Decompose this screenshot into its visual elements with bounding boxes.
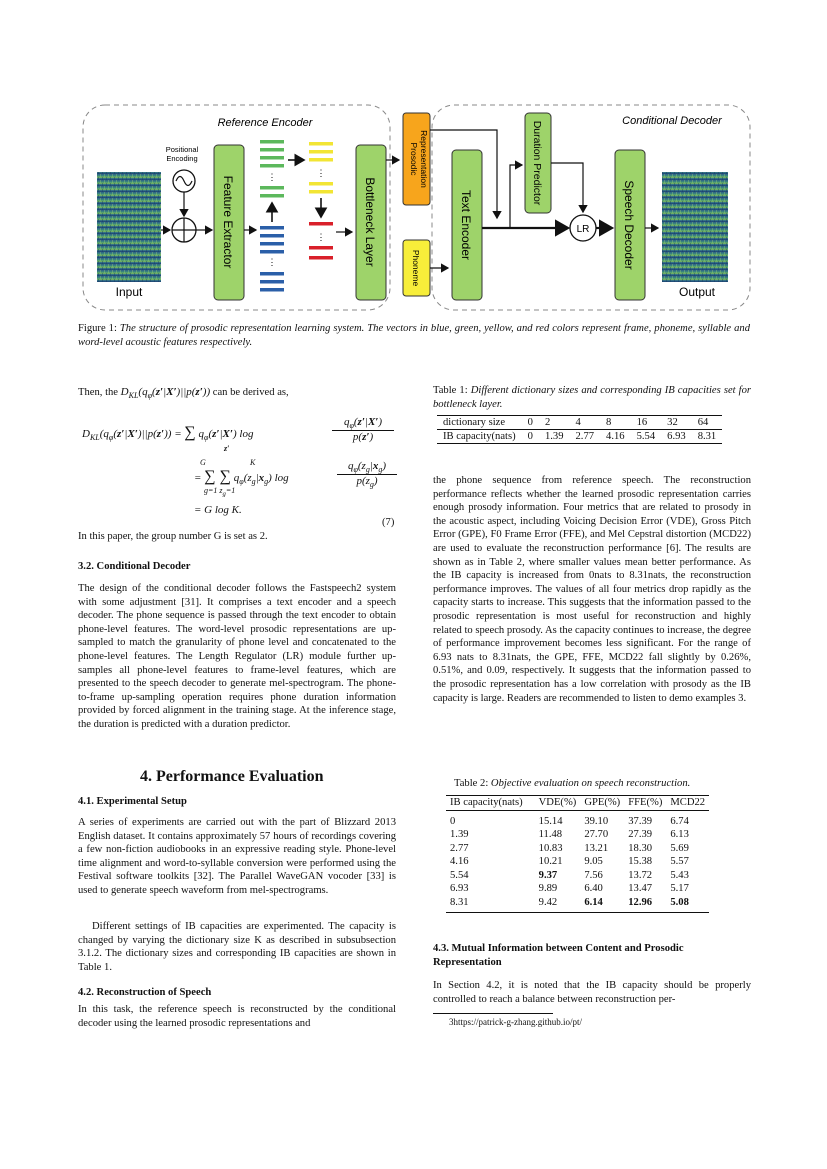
sec32-text: The design of the conditional decoder follows the Fastspeech2 system with some adjustment [31]. It comprises a text encoder and a speech decoder. The phone sequence is passed through the text encoder to obtain phone-level features. The word-level prosodic representations are up-sampled to match the granularity of phone level and concatenated to the phone-level features. The Length Regulator (LR) module further up-samples all phone-level features to frame-level features, which are presented to the speech decoder to generate mel-spectrogram. The phone-to-frame up-sampling operation requires phone duration information provided by forced alignment in the training stage. At the inference stage, the duration is predicted with a duration predictor. [78,583,396,730]
table2-cell: 15.14 [538,815,563,827]
table2-header-cell: MCD22 [670,797,706,808]
table2-row [446,828,709,842]
table2-cell: 0 [450,815,456,827]
table2-cell: 4.16 [450,856,469,867]
ellipsis-red: ⋮ [316,232,326,242]
table1-caption [433,384,751,411]
sec41-title: 4.1. Experimental Setup [78,796,187,807]
sec43-title: 4.3. Mutual Information between Content and Prosodic Representation [433,943,684,968]
output-spectrogram [662,172,728,282]
table2 [446,795,709,913]
table2-header-cell: GPE(%) [584,797,621,808]
reference-encoder-title: Reference Encoder [217,117,313,129]
text-encoder-label: Text Encoder [459,189,473,261]
table1-cell: 1.39 [544,431,564,442]
table2-row [446,896,709,913]
lr-label: LR [576,224,590,235]
table2-cell: 7.56 [584,869,603,881]
table1-cell: 0 [527,431,533,442]
table1-cell: 64 [697,417,709,428]
table2-cell: 6.13 [670,829,689,840]
table1-cell: 2.77 [575,431,595,442]
table2-row [446,810,709,828]
table1-cell: 8 [606,417,612,428]
table2-header-cell: FFE(%) [628,797,663,808]
table2-cell: 9.42 [538,896,558,908]
system-diagram [0,0,827,320]
table2-cell: 10.21 [538,856,563,867]
table2-cell: 5.54 [450,869,469,881]
equation-number: (7) [382,517,395,528]
table2-cell: 6.74 [670,815,689,827]
right-para1: the phone sequence from reference speech. The reconstruction performance reflects whether the learned prosodic representation carries enough prosody information. Four metrics that are related to prosody in the acoustic aspect, including Voicing Decision Error (VDE), Gross Pitch Error (GPE), F0 Frame Error (FFE), and Mel Cepstral distortion (MCD22) are used to evaluate the reconstruction performance [6]. The results are shown as in Table 2, where smaller values mean better performance. As the IB capacity is increased from 0nats to 8.31nats, the reconstruction performance improves. The values of all four metrics drop rapidly as the capacity starts to increase. This suggests that the information passed to the prosodic representation is most useful for reconstruction and highly related to speech prosody. As the capacity continues to increase, the degree of performance improvement becomes less significant. For the range of 6.93 nats to 8.31nats, the GPE, FFE, MCD22 fall slightly by 0.26%, 0.51%, and 0.09, respectively. It suggests that the information passed to the prosodic representation has a low correlation with prosody as the IB capacity is large. Readers are recommended to listen to demo examples 3. [433,475,751,704]
prosodic-rep-label-2: Representation [419,130,429,188]
table1-cell: 16 [636,417,648,428]
positional-label-2: Encoding [166,154,198,163]
ellipsis-green: ⋮ [267,172,277,182]
table1-cell: 4.16 [606,431,625,442]
sec41-p2: Different settings of IB capacities are experimented. The capacity is changed by varying the dictionary size K as described in subsubsection 3.1.2. The dictionary sizes and corresponding IB capacities are shown in Table 1. [78,921,396,973]
table2-cell: 13.21 [584,842,609,854]
sec32-title: 3.2. Conditional Decoder [78,561,191,572]
table2-cell: 37.39 [628,815,653,827]
table2-cell: 5.17 [670,883,689,894]
figure-caption [78,322,750,349]
table1-cell: 4 [575,417,581,428]
table1-row [437,430,722,444]
ellipsis-blue: ⋮ [267,257,277,267]
figure-caption-label: Figure 1: [78,323,117,334]
table2-cell: 27.39 [628,829,653,840]
table2-row [446,882,709,896]
table2-cell: 13.72 [628,869,653,881]
bottleneck-layer-label: Bottleneck Layer [363,177,377,267]
sec41-p1: A series of experiments are carried out with the part of Blizzard 2013 English dataset. It contains approximately 57 hours of recordings covering a few non-fiction audiobooks in an expressive reading style. Phone-level time alignment and word-to-syllable conversion were performed using the Festival software toolkits [32]. The Parallel WaveGAN vocoder [33] is used to generate speech waveform from mel-spectrograms. [78,817,396,896]
output-label: Output [678,285,716,299]
table2-header-cell: IB capacity(nats) [450,797,523,808]
table2-cell: 8.31 [450,896,469,908]
table1 [437,415,722,444]
duration-predictor-label: Duration Predictor [531,120,543,206]
table2-caption [454,777,690,791]
table1-cell: dictionary size [443,417,506,428]
table1-cell: 5.54 [636,431,656,442]
table2-cell: 5.69 [670,842,689,854]
conditional-decoder-title: Conditional Decoder [622,115,722,127]
ellipsis-yellow: ⋮ [316,168,326,178]
paper-page: Reference Encoder Conditional Decoder Input Positional Encoding Feature Extractor ⋮ ⋮ ⋮ ⋮ Bottleneck Layer Prosodic Representation Phoneme Text Encoder Duration Predictor LR Speech Decoder Output Figure 1: The structure of prosodic representation learning system. The vectors in blue, green, yellow, and red colors represent frame, phoneme, syllable and word-level acoustic features respectively. Then, the $D_{KL}(q_\varphi(z'|X')||p(z'))$ can be derived as, $D_{KL}(q_\varphi(z'|X')||p(z'))$ = ∑ $q_\varphi(z'|X')$ log $q_\varphi(z'|X')$ p(z′) z′ G K = ∑ ∑ $q_\varphi(z_g|x_g)$ log $q_\varphi(z_g|x_g)$ $p(z_g)$ g=1 $z_g=1$ = G log K. (7) In this paper, the group number G is set as 2. 3.2. Conditional Decoder The design of the conditional decoder follows the Fastspeech2 system with some adjustment [31]. It comprises a text encoder and a speech decoder. The phone sequence is passed through the text encoder to obtain phone-level features. The word-level prosodic representations are up-sampled to match the granularity of phone level and concatenated to the phone-level features. The Length Regulator (LR) module further up-samples all phone-level features to frame-level features, which are presented to the speech decoder to generate mel-spectrogram. The phone-to-frame up-sampling operation requires phone duration information provided by forced alignment in the training stage. At the inference stage, the duration is predicted with a duration predictor. 4. Performance Evaluation 4.1. Experimental Setup A series of experiments are carried out with the part of Blizzard 2013 English dataset. It contains approximately 57 hours of recordings covering a few non-fiction audiobooks in an expressive reading style. Phone-level time alignment and word-to-syllable conversion were performed using the Festival software toolkits [32]. The Parallel WaveGAN vocoder [33] is used to generate speech waveform from mel-spectrograms. Different settings of IB capacities are experimented. The capacity is changed by varying the dictionary size K as described in subsubsection 3.1.2. The dictionary sizes and corresponding IB capacities are shown in Table 1. 4.2. Reconstruction of Speech In this task, the reference speech is reconstructed by the conditional decoder using the learned prosodic representations and Table 1: Different dictionary sizes and corresponding IB capacities set for bottleneck layer. dictionary size 0 2 4 8 16 32 64 IB capacity(nats) 0 1.39 2.77 4.16 5.54 6.93 8.31 the phone sequence from reference speech. The reconstruction performance reflects whether the learned prosodic representation carries enough prosody information. Four metrics that are related to prosody in the acoustic aspect, including Voicing Decision Error (VDE), Gross Pitch Error (GPE), F0 Frame Error (FFE), and Mel Cepstral distortion (MCD22) are used to evaluate the reconstruction performance [6]. The results are shown as in Table 2, where smaller values mean better performance. As the IB capacity is increased from 0nats to 8.31nats, the reconstruction performance improves. The values of all four metrics drop rapidly as the capacity starts to increase. This suggests that the information passed to the prosodic representation is most useful for reconstruction and highly related to speech prosody. As the capacity continues to increase, the degree of performance improvement becomes less significant. For the range of 6.93 nats to 8.31nats, the GPE, FFE, MCD22 fall slightly by 0.26%, 0.51%, and 0.09, respectively. It suggests that the information passed to the prosodic representation has a low correlation with prosody as the IB capacity is large. Readers are recommended to listen to demo examples 3. Table 2: Objective evaluation on speech reconstruction. IB capacity(nats) VDE(%) GPE(%) FFE(%) MCD22 0 15.14 39.10 37.39 6.74 1.39 11.48 27.70 27.39 6.13 2.77 10.83 13.21 18.30 5.69 4.16 10.21 9.05 15.38 5.57 5.54 9.37 7.56 13.72 5.43 6.93 9.89 6.40 13.47 5.17 8.31 9.42 6.14 12.96 5.08 4.3. Mutual Information between Content and Prosodic Representation In Section 4.2, it is noted that the IB capacity should be properly controlled to reach a balance between reconstruction per- 3https://patrick-g-zhang.github.io/pt/ [0,0,827,1169]
sec4-title: 4. Performance Evaluation [140,768,324,785]
table1-cell: 0 [527,417,533,428]
table2-cell: 9.89 [538,883,558,894]
then-sentence: Then, the $D_{KL}(q_\varphi(z'|X')||p(z'))$ can be derived as, [78,386,289,401]
feature-extractor-label: Feature Extractor [221,175,235,269]
table2-label: Table 2: [454,778,489,789]
table1-cell: 32 [667,417,678,428]
input-spectrogram [97,172,161,282]
table2-row [446,842,709,856]
table2-cell: 9.37 [538,869,558,881]
prosodic-rep-label-1: Prosodic [409,142,419,176]
table1-row [437,416,722,430]
table2-cell: 12.96 [628,896,653,908]
sec42-text: In this task, the reference speech is reconstructed by the conditional decoder using the learned prosodic representations and [78,1004,396,1029]
table2-cell: 6.93 [450,883,469,894]
table2-cell: 6.40 [584,883,603,894]
table1-cell: 2 [544,417,551,428]
table2-cell: 27.70 [584,829,609,840]
table2-cell: 1.39 [450,829,469,840]
table2-cell: 13.47 [628,883,653,894]
table1-caption-text: Different dictionary sizes and corresponding IB capacities set for bottleneck layer. [433,385,752,410]
footnote: 3https://patrick-g-zhang.github.io/pt/ [449,1017,582,1027]
then-prefix: Then, the [78,387,119,398]
table2-cell: 5.08 [670,896,689,908]
table2-header-cell: VDE(%) [538,797,577,808]
sec42-title: 4.2. Reconstruction of Speech [78,987,212,998]
speech-decoder-label: Speech Decoder [622,180,636,270]
table2-header-row [446,796,709,811]
table2-cell: 5.57 [670,856,689,867]
table2-cell: 10.83 [538,842,563,854]
table2-cell: 15.38 [628,856,653,867]
table2-cell: 6.14 [584,896,603,908]
group-sentence: In this paper, the group number G is set as 2. [78,531,268,542]
table2-cell: 39.10 [584,815,609,827]
positional-label-1: Positional [165,145,199,154]
then-suffix: can be derived as, [212,387,289,398]
table2-row [446,855,709,869]
footnote-rule [433,1013,553,1014]
table2-cell: 9.05 [584,856,603,867]
table1-cell: 6.93 [667,431,686,442]
table1-cell: IB capacity(nats) [443,431,516,442]
table1-label: Table 1: [433,385,468,396]
table2-caption-text: Objective evaluation on speech reconstruction. [490,778,691,789]
table2-cell: 5.43 [670,869,689,881]
table2-cell: 18.30 [628,842,653,854]
figure-caption-text: The structure of prosodic representation learning system. The vectors in blue, green, yellow, and red colors represent frame, phoneme, syllable and word-level acoustic features respectively. [78,323,750,348]
sec43-text: In Section 4.2, it is noted that the IB capacity should be properly controlled to reach a balance between reconstruction per- [433,980,751,1005]
phoneme-label: Phoneme [411,249,421,287]
table2-row [446,869,709,883]
input-label: Input [115,285,143,299]
table2-cell: 2.77 [450,842,469,854]
table1-cell: 8.31 [697,431,717,442]
table2-cell: 11.48 [538,829,563,840]
phoneme-vectors-green [260,140,284,198]
